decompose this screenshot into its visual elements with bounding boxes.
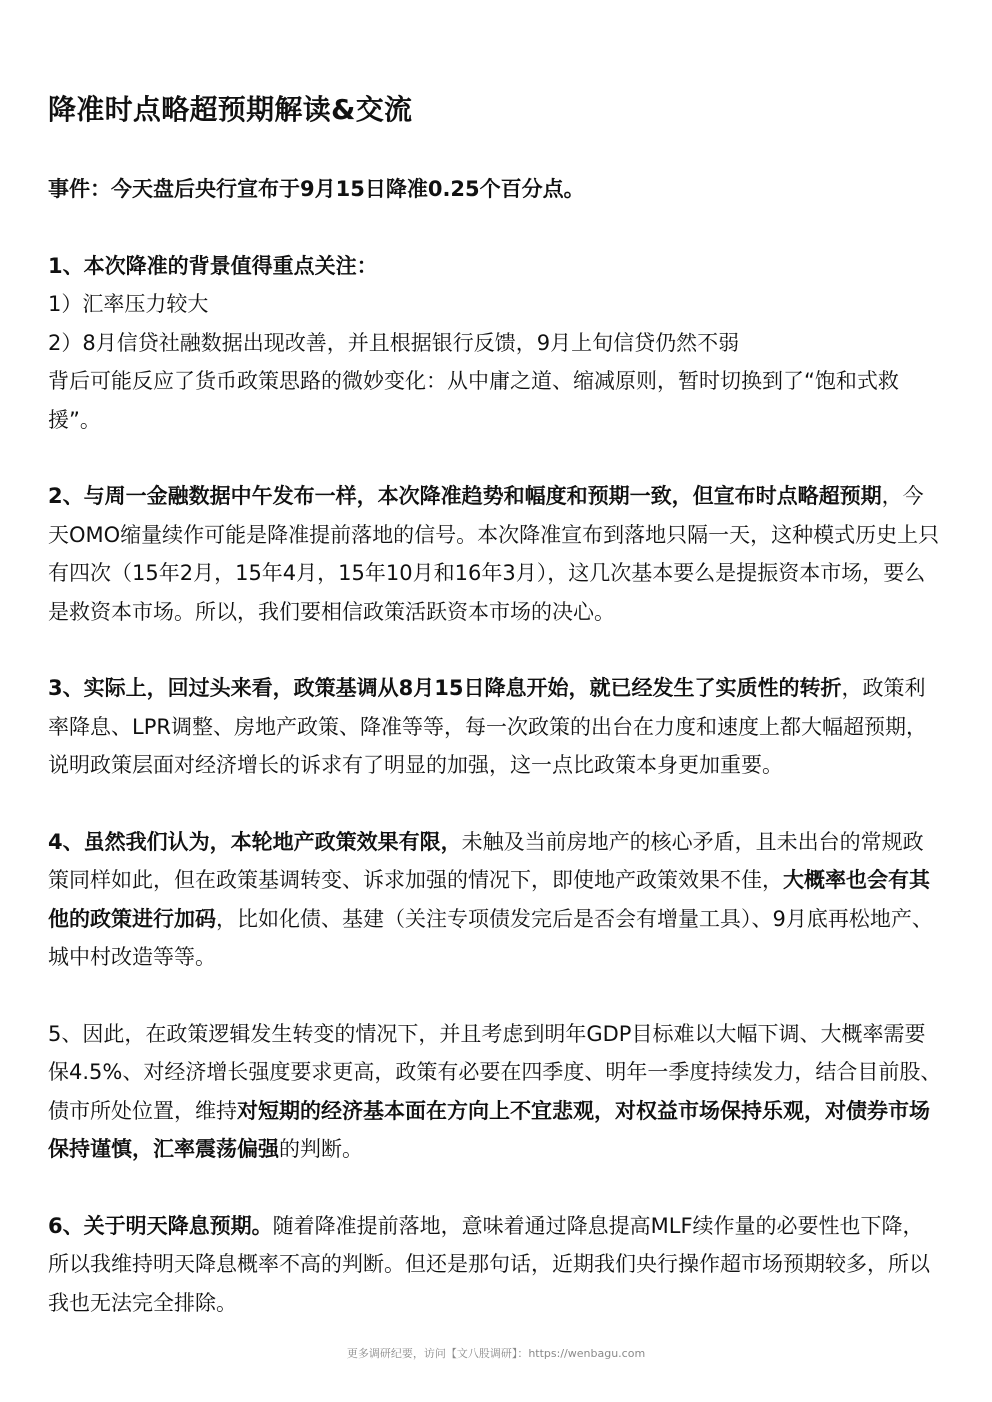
event-summary: 事件：今天盘后央行宣布于9月15日降准0.25个百分点。 (48, 177, 585, 201)
section-3 (48, 669, 944, 785)
section-5-text-2: 的判断。 (279, 1137, 363, 1161)
section-5 (48, 1015, 944, 1169)
section-2-text: ，今天OMO缩量续作可能是降准提前落地的信号。本次降准宣布到落地只隔一天，这种模式历史上只有四次（15年2月，15年4月，15年10月和16年3月），这几次基本要么是提振资本市场，要么是救资本市场。所以，我们要相信政策活跃资本市场的决心。 (48, 484, 940, 624)
section-6 (48, 1207, 944, 1323)
section-1-heading: 1、本次降准的背景值得重点关注： (48, 253, 378, 278)
footer-watermark: 更多调研纪要，访问【文八股调研】：https://wenbagu.com (346, 1347, 646, 1360)
section-6-bold: 6、关于明天降息预期。 (48, 1213, 273, 1238)
section-4-bold-2: 大概率也会有其他的政策进行加码 (48, 868, 930, 931)
section-6-text: 随着降准提前落地，意味着通过降息提高MLF续作量的必要性也下降，所以我维持明天降息概率不高的判断。但还是那句话，近期我们央行操作超市场预期较多，所以我也无法完全排除。 (48, 1213, 930, 1315)
section-2-bold: 2、与周一金融数据中午发布一样，本次降准趋势和幅度和预期一致，但宣布时点略超预期 (48, 484, 882, 508)
section-1-note: 背后可能反应了货币政策思路的微妙变化：从中庸之道、缩减原则，暂时切换到了“饱和式救援”。 (48, 369, 899, 432)
section-1 (48, 247, 944, 440)
section-4-text-2: ，比如化债、基建（关注专项债发完后是否会有增量工具）、9月底再松地产、城中村改造等等。 (48, 906, 933, 969)
section-4 (48, 823, 944, 977)
section-5-text-1: 5、因此，在政策逻辑发生转变的情况下，并且考虑到明年GDP目标难以大幅下调、大概率需要保4.5%、对经济增长强度要求更高，政策有必要在四季度、明年一季度持续发力，结合目前股、债市所处位置，维持 (48, 1021, 942, 1123)
section-1-item-2: 2）8月信贷社融数据出现改善，并且根据银行反馈，9月上旬信贷仍然不弱 (48, 330, 740, 355)
section-3-text: ，政策利率降息、LPR调整、房地产政策、降准等等，每一次政策的出台在力度和速度上都大幅超预期，说明政策层面对经济增长的诉求有了明显的加强，这一点比政策本身更加重要。 (48, 676, 927, 777)
section-4-text-1: 未触及当前房地产的核心矛盾，且未出台的常规政策同样如此，但在政策基调转变、诉求加强的情况下，即使地产政策效果不佳， (48, 829, 924, 892)
section-3-bold: 3、实际上，回过头来看，政策基调从8月15日降息开始，就已经发生了实质性的转折 (48, 676, 842, 700)
section-5-bold: 对短期的经济基本面在方向上不宜悲观，对权益市场保持乐观，对债券市场保持谨慎，汇率震荡偏强 (48, 1098, 930, 1161)
page-title: 降准时点略超预期解读&交流 (48, 93, 413, 126)
section-4-bold-1: 4、虽然我们认为，本轮地产政策效果有限， (48, 829, 462, 854)
section-2 (48, 477, 944, 631)
section-1-item-1: 1）汇率压力较大 (48, 292, 209, 316)
